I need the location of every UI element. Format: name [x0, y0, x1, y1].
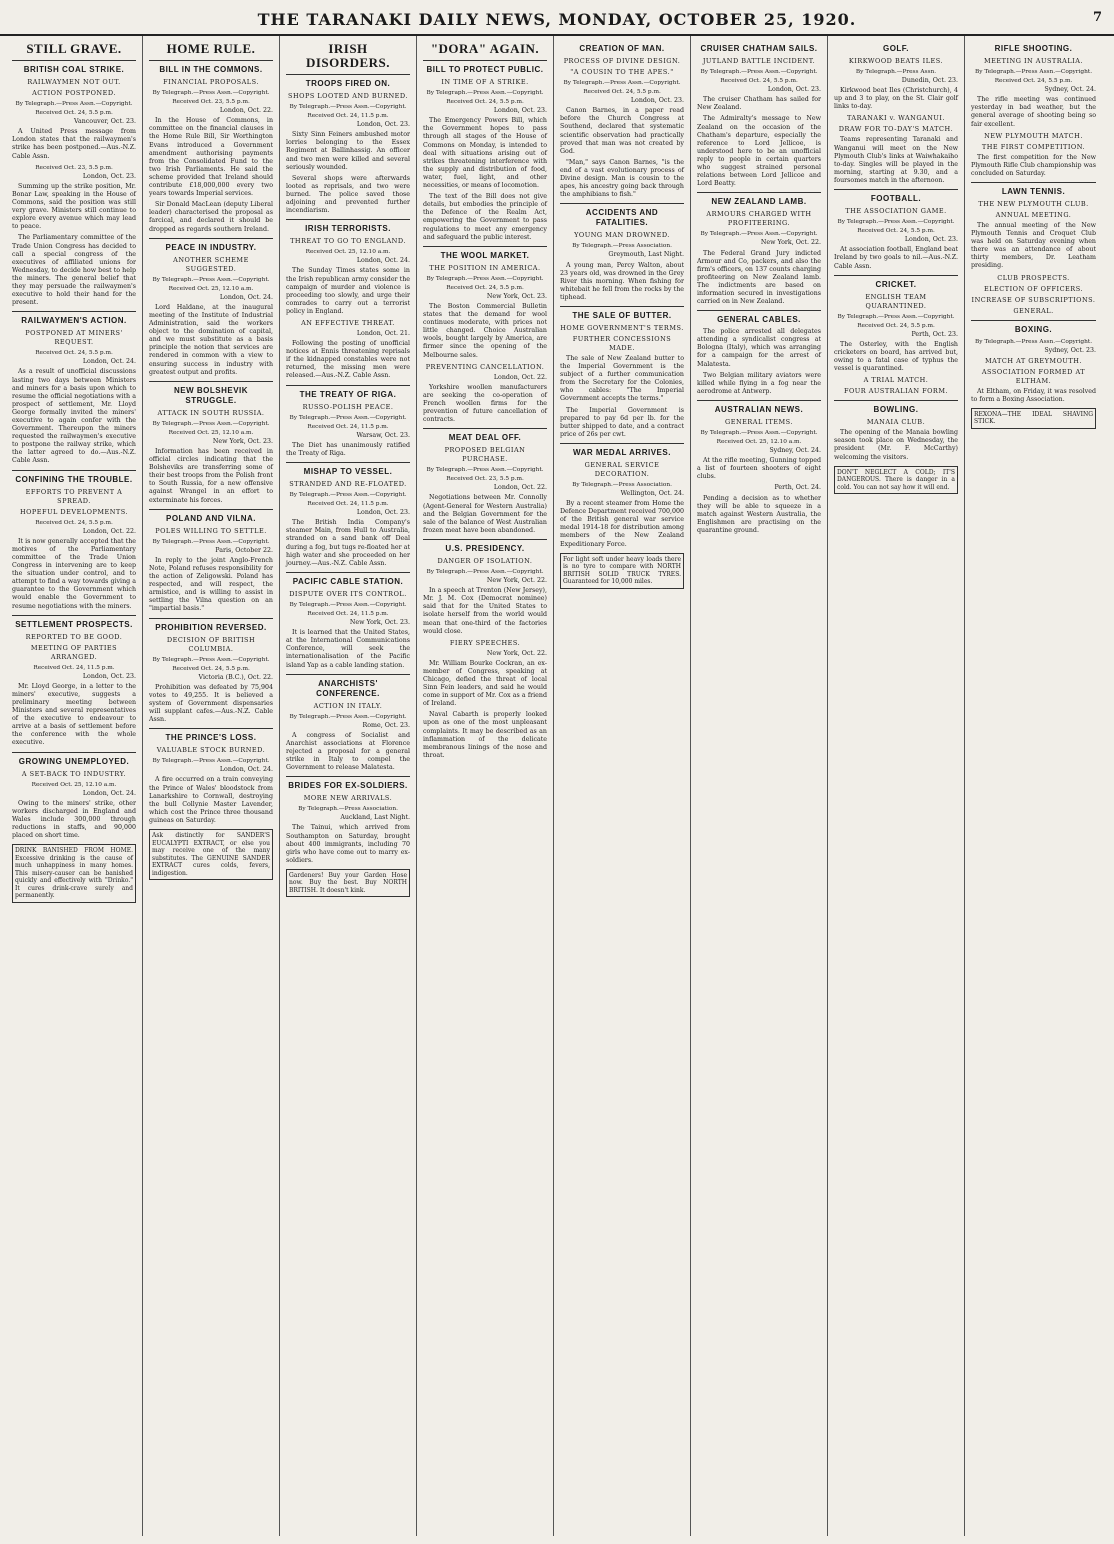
byline: Received Oct. 24, 5.5 p.m.: [857, 322, 935, 329]
subheading: POSTPONED AT MINERS' REQUEST.: [25, 329, 123, 347]
byline: Received Oct. 24, 5.5 p.m.: [994, 78, 1073, 85]
dateline: New York, Oct. 22.: [486, 649, 547, 657]
subheading: DANGER OF ISOLATION.: [437, 556, 533, 565]
byline: By Telegraph.—Press Assn.—Copyright.: [426, 90, 544, 96]
dateline: Rome, Oct. 23.: [362, 721, 410, 729]
dateline: London, Oct. 24.: [82, 358, 136, 366]
byline: By Telegraph.—Press Assn.—Copyright.: [152, 758, 270, 765]
dateline: New York, Oct. 22.: [760, 239, 821, 247]
subheading: GENERAL ITEMS.: [725, 417, 793, 426]
byline: By Telegraph.—Press Assn.—Copyright.: [700, 231, 818, 238]
subheading: IN TIME OF A STRIKE.: [441, 78, 529, 86]
subheading: NEW PLYMOUTH MATCH.: [984, 131, 1083, 140]
divider: [12, 311, 136, 312]
divider: [149, 381, 273, 382]
article-paragraph: Two Belgian military aviators were killed while flying in a fog near the aerodrome at Antwerp.: [697, 371, 821, 395]
subheading: REPORTED TO BE GOOD.: [25, 632, 123, 641]
dateline: Warsaw, Oct. 23.: [356, 431, 410, 439]
article-paragraph: At Eltham, on Friday, it was resolved to form a Boxing Association.: [971, 387, 1096, 403]
section-heading: TROOPS FIRED ON.: [305, 79, 391, 88]
divider: [286, 674, 410, 675]
subheading: MEETING OF PARTIES ARRANGED.: [30, 643, 118, 661]
dateline: London, Oct. 23.: [82, 672, 136, 680]
article-paragraph: The text of the Bill does not give details, but embodies the principle of the Defence of the Realm Act, empowering the Government to pass regulations to meet any emergency and safeguard the public interest.: [423, 193, 547, 241]
divider: [560, 203, 684, 204]
article-paragraph: A United Press message from London states that the railwaymen's strike has been postponed.—Aus.-N.Z. Cable Assn.: [12, 128, 136, 160]
byline: By Telegraph.—Press Association.: [298, 806, 398, 813]
subheading: EFFORTS TO PREVENT A SPREAD.: [25, 487, 123, 505]
byline: Received Oct. 24, 5.5 p.m.: [35, 519, 113, 526]
subheading: DISPUTE OVER ITS CONTROL.: [289, 589, 407, 598]
divider: [12, 615, 136, 616]
subheading: RUSSO-POLISH PEACE.: [302, 402, 394, 411]
column-headline: STILL GRAVE.: [26, 41, 122, 56]
article-paragraph: The Emergency Powers Bill, which the Government hopes to pass through all stages of the House of Commons on Monday, is intended to deal with situations arising out of strikes threatening interference with the supply and distribution of food, water, fuel, light, and other necessities, or means of locomotion.: [423, 117, 547, 190]
article-paragraph: A congress of Socialist and Anarchist associations at Florence rejected a proposal for a general strike in Italy to compel the Government to release Malatesta.: [286, 731, 410, 772]
dateline: London, Oct. 22.: [82, 527, 136, 535]
section-heading: SETTLEMENT PROSPECTS.: [15, 619, 133, 629]
subheading: THE ASSOCIATION GAME.: [845, 207, 947, 216]
byline: Received Oct. 25, 12.10 a.m.: [168, 285, 254, 292]
byline: Received Oct. 24, 5.5 p.m.: [857, 228, 935, 235]
article-paragraph: Following the posting of unofficial notices at Ennis threatening reprisals if the kidnapped constables were not returned, the missing men were released.—Aus.-N.Z. Cable Assn.: [286, 340, 410, 380]
subheading: MATCH AT GREYMOUTH.: [985, 356, 1082, 365]
subheading: VALUABLE STOCK BURNED.: [156, 746, 266, 755]
byline: Received Oct. 25, 12.10 a.m.: [168, 429, 254, 436]
article-paragraph: The sale of New Zealand butter to the Imperial Government is the subject of a further communication from the Secretary for the Colonies, who cables: "The Imperial Government accepts the terms.": [560, 354, 684, 403]
dateline: Victoria (B.C.), Oct. 22.: [198, 673, 273, 681]
column-5: [554, 36, 691, 1536]
dateline: London, Oct. 24.: [356, 257, 410, 265]
subheading: CLUB PROSPECTS.: [997, 273, 1070, 282]
subheading: ENGLISH TEAM QUARANTINED.: [865, 292, 927, 310]
divider: [834, 275, 958, 276]
article-paragraph: Mr. William Bourke Cockran, an ex-member of Congress, speaking at Chicago, defied the threat of local Sinn Fein leaders, and said he would come in support of Mr. Cox as a friend of Ireland.: [423, 659, 547, 708]
article-paragraph: The Osterley, with the English cricketers on board, has arrived but, owing to a fatal case of typhus the vessel is quarantined.: [834, 340, 958, 373]
subheading: KIRKWOOD BEATS ILES.: [848, 57, 944, 65]
column-1: [6, 36, 143, 1536]
section-heading: PACIFIC CABLE STATION.: [292, 576, 404, 586]
subheading: AN EFFECTIVE THREAT.: [301, 318, 395, 327]
byline: Received Oct. 25, 12.10 a.m.: [305, 249, 391, 256]
dateline: London, Oct. 22.: [493, 484, 547, 492]
column-headline: HOME RULE.: [166, 41, 256, 56]
dateline: London, Oct. 23.: [356, 509, 410, 517]
dateline: London, Oct. 23.: [904, 236, 958, 244]
section-heading: GOLF.: [882, 44, 910, 53]
divider: [149, 618, 273, 619]
divider: [423, 246, 547, 247]
section-heading: MEAT DEAL OFF.: [448, 433, 522, 443]
subheading: PROCESS OF DIVINE DESIGN.: [563, 57, 681, 65]
column-2: [143, 36, 280, 1536]
byline: By Telegraph.—Press Assn.—Copyright.: [152, 276, 270, 283]
article-paragraph: Pending a decision as to whether they will be able to squeeze in a match against Western Australia, the Englishmen are practising on the quarantine ground.: [697, 494, 821, 534]
byline: Received Oct. 24, 5.5 p.m.: [583, 89, 661, 96]
article-paragraph: The Diet has unanimously ratified the Treaty of Riga.: [286, 441, 410, 457]
section-heading: THE TREATY OF RIGA.: [299, 389, 397, 399]
dateline: London, Oct. 22.: [219, 107, 273, 115]
column-3: [280, 36, 417, 1536]
article-paragraph: The British India Company's steamer Main, from Hull to Australia, stranded on a sand bank off Deal during a fog, but tugs re-floated her at high water and she proceeded on her journey.—Aus.-N.Z. Cable Assn.: [286, 519, 410, 567]
column-headline: IRISH DISORDERS.: [305, 41, 391, 70]
subheading: ELECTION OF OFFICERS.: [984, 284, 1083, 293]
byline: By Telegraph.—Press Assn.—Copyright.: [974, 69, 1093, 75]
divider: [423, 539, 547, 540]
byline: By Telegraph.—Press Assn.: [855, 69, 937, 75]
divider: [423, 60, 547, 61]
divider: [423, 428, 547, 429]
subheading: ANOTHER SCHEME SUGGESTED.: [173, 255, 249, 273]
section-heading: GENERAL CABLES.: [717, 315, 801, 325]
dateline: London, Oct. 23.: [767, 86, 821, 94]
section-heading: PROHIBITION REVERSED.: [155, 622, 267, 632]
dateline: London, Oct. 23.: [493, 107, 547, 115]
byline: Received Oct. 24, 5.5 p.m.: [446, 284, 524, 291]
advertisement: DON'T NEGLECT A COLD; IT'S DANGEROUS. There is danger in a cold. You can not say how it will end.: [834, 466, 958, 495]
dateline: Auckland, Last Night.: [340, 814, 410, 822]
dateline: New York, Oct. 22.: [486, 577, 547, 585]
column-headline: "DORA" AGAIN.: [430, 41, 540, 56]
divider: [286, 572, 410, 573]
byline: Received Oct. 24, 11.5 p.m.: [307, 610, 389, 617]
subheading: FINANCIAL PROPOSALS.: [163, 78, 259, 86]
columns-container: [6, 36, 1108, 1536]
advertisement: REXONA—THE IDEAL SHAVING STICK.: [971, 408, 1096, 429]
dateline: Sydney, Oct. 24.: [769, 447, 821, 455]
section-heading: WAR MEDAL ARRIVES.: [573, 447, 671, 457]
subheading: FURTHER CONCESSIONS MADE.: [572, 334, 672, 352]
subheading: YOUNG MAN DROWNED.: [574, 231, 670, 240]
article-paragraph: It is now generally accepted that the motives of the Parliamentary committee of the Trade Union Congress in intervening are to keep the situation under control, and to attempt to find a way towards giving a guarantee to the Government which would enable the Government to resume negotiations with the miners.: [12, 537, 136, 610]
byline: By Telegraph.—Press Assn.—Copyright.: [563, 80, 681, 86]
byline: Received Oct. 25, 12.10 a.m.: [31, 781, 117, 788]
byline: By Telegraph.—Press Assn.—Copyright.: [15, 101, 133, 107]
article-paragraph: The Imperial Government is prepared to pay 6d per lb. for the butter shipped to date, and a contract price of 26s per cwt.: [560, 406, 684, 438]
subheading: FIERY SPEECHES.: [449, 638, 521, 647]
subheading: THE NEW PLYMOUTH CLUB.: [978, 199, 1089, 208]
dateline: Perth, Oct. 23.: [911, 330, 958, 338]
byline: Received Oct. 24, 5.5 p.m.: [35, 110, 113, 117]
column-6: [691, 36, 828, 1536]
dateline: Sydney, Oct. 23.: [1044, 346, 1096, 354]
section-heading: CONFINING THE TROUBLE.: [15, 474, 133, 484]
byline: Received Oct. 24, 5.5 p.m.: [35, 350, 113, 357]
article-paragraph: "Man," says Canon Barnes, "is the end of a vast evolutionary process of Divine design. Man is cousin to the apes, his ancestry going back through the amphibians to fish.": [560, 158, 684, 199]
byline: By Telegraph.—Press Assn.—Copyright.: [152, 90, 270, 96]
divider: [560, 443, 684, 444]
dateline: Perth, Oct. 24.: [774, 484, 821, 492]
byline: By Telegraph.—Press Association.: [572, 243, 672, 250]
subheading: HOME GOVERNMENT'S TERMS.: [560, 323, 684, 332]
section-heading: LAWN TENNIS.: [1001, 186, 1066, 196]
section-heading: CRICKET.: [875, 279, 917, 289]
article-paragraph: Teams representing Taranaki and Wanganui will meet on the New Plymouth Club's links at Waiwhakaiho to-day. Singles will be played in the morning, starting at 9.30, and a foursomes match in the afternoon.: [834, 136, 958, 184]
byline: By Telegraph.—Press Assn.—Copyright.: [289, 104, 407, 110]
article-paragraph: The Federal Grand Jury indicted Armour and Co, packers, and also the firm's officers, on 137 counts charging profiteering on New Zealand lamb. The indictments are based on information secured in investigations carried on in New Zealand.: [697, 249, 821, 306]
column-7: [828, 36, 965, 1536]
divider: [149, 728, 273, 729]
article-paragraph: By a recent steamer from Home the Defence Department received 700,000 of the British general war service medal 1914-18 for distribution among members of the New Zealand Expeditionary Force.: [560, 500, 684, 548]
dateline: London, Oct. 24.: [219, 293, 273, 301]
divider: [286, 74, 410, 75]
article-paragraph: The Sunday Times states some in the Irish republican army consider the campaign of murder and violence is proceeding too slowly, and urge their comrades to carry out a terrorist policy in England.: [286, 267, 410, 315]
byline: By Telegraph.—Press Assn.—Copyright.: [837, 313, 955, 320]
dateline: New York, Oct. 23.: [349, 619, 410, 627]
page-number: 7: [1092, 10, 1102, 25]
article-paragraph: Several shops were afterwards looted as reprisals, and two were burned. The police saved those adjoining and prevented further incendiarism.: [286, 174, 410, 215]
section-heading: U.S. PRESIDENCY.: [445, 543, 525, 553]
byline: By Telegraph.—Press Assn.—Copyright.: [700, 429, 818, 436]
section-heading: BRITISH COAL STRIKE.: [23, 65, 125, 74]
subheading: MORE NEW ARRIVALS.: [303, 794, 393, 803]
byline: Received Oct. 24, 5.5 p.m.: [172, 665, 250, 672]
subheading: DECISION OF BRITISH COLUMBIA.: [166, 635, 256, 653]
byline: By Telegraph.—Press Assn.—Copyright.: [700, 69, 818, 75]
article-paragraph: The cruiser Chatham has sailed for New Zealand.: [697, 96, 821, 112]
section-heading: NEW ZEALAND LAMB.: [711, 197, 807, 207]
byline: Received Oct. 24, 11.5 p.m.: [307, 113, 389, 120]
subheading: RAILWAYMEN NOT OUT.: [27, 78, 121, 86]
article-paragraph: Mr. Lloyd George, in a letter to the miners' executive, suggests a preliminary meeting between Ministers and several representatives of the executive to endeavour to arrive at a basis of settlement before the conference with the whole executive.: [12, 682, 136, 747]
article-paragraph: The Admiralty's message to New Zealand on the occasion of the Chatham's departure, especially the reference to Lord Jellicoe, is understood here to be an unofficial reply to people in certain quarters who suggest strained personal relations between Lord Jellicoe and Lord Beatty.: [697, 115, 821, 188]
byline: By Telegraph.—Press Assn.—Copyright.: [289, 713, 407, 720]
byline: By Telegraph.—Press Assn.—Copyright.: [289, 492, 407, 498]
divider: [149, 60, 273, 61]
article-paragraph: The police arrested all delegates attending a syndicalist congress at Bologna (Italy), which was arranging for a campaign for the arrest of Malatesta.: [697, 328, 821, 368]
subheading: JUTLAND BATTLE INCIDENT.: [702, 57, 816, 65]
dateline: London, Oct. 23.: [82, 172, 136, 180]
article-paragraph: At the rifle meeting, Gunning topped a list of fourteen shooters of eight clubs.: [697, 457, 821, 481]
section-heading: CRUISER CHATHAM SAILS.: [700, 44, 818, 53]
subheading: A SET-BACK TO INDUSTRY.: [21, 769, 127, 778]
article-paragraph: The Parliamentary committee of the Trade Union Congress has decided to call a special congress of the executives of affiliated unions for Wednesday, to decide how best to help the miners. The general belief that they may persuade the railwaymen's executive to hold their hand for the present.: [12, 234, 136, 307]
divider: [560, 306, 684, 307]
column-8: [965, 36, 1102, 1536]
divider: [12, 752, 136, 753]
subheading: GENERAL.: [1013, 306, 1054, 315]
article-paragraph: Owing to the miners' strike, other workers discharged in England and Wales include 300,000 through reductions in staffs, and 90,000 placed on short time.: [12, 799, 136, 840]
byline: Received Oct. 23, 5.5 p.m.: [172, 99, 250, 106]
divider: [286, 462, 410, 463]
divider: [286, 385, 410, 386]
article-paragraph: Sir Donald MacLean (deputy Liberal leader) characterised the proposal as farcical, and declared it should be dropped as regards southern Ireland.: [149, 201, 273, 233]
byline: By Telegraph.—Press Assn.—Copyright.: [426, 568, 544, 575]
article-paragraph: In the House of Commons, in committee on the financial clauses in the Home Rule Bill, Sir Worthington Evans introduced a Government amendment authorising payments from the Consolidated Fund to the two Irish Parliaments. He said the scheme provided that Ireland should contribute £18,000,000 every two years towards Imperial services.: [149, 117, 273, 198]
divider: [286, 219, 410, 220]
subheading: ASSOCIATION FORMED AT ELTHAM.: [981, 367, 1086, 385]
byline: Received Oct. 23, 5.5 p.m.: [35, 164, 113, 171]
article-paragraph: A fire occurred on a train conveying the Prince of Wales' bloodstock from Lanarkshire to Cornwall, destroying the bull Collynie Master Lavender, which cost the Prince three thousand guineas on Saturday.: [149, 776, 273, 824]
dateline: London, Oct. 24.: [219, 766, 273, 774]
subheading: FOUR AUSTRALIAN FORM.: [843, 387, 949, 396]
divider: [286, 776, 410, 777]
article-paragraph: The Tainui, which arrived from Southampton on Saturday, brought about 400 immigrants, including 70 girls who have come out to marry ex-soldiers.: [286, 824, 410, 864]
subheading: "A COUSIN TO THE APES.": [570, 68, 674, 76]
byline: By Telegraph.—Press Assn.—Copyright.: [289, 414, 407, 421]
byline: Received Oct. 23, 5.5 p.m.: [446, 476, 524, 483]
section-heading: AUSTRALIAN NEWS.: [714, 404, 804, 414]
advertisement: Ask distinctly for SANDER'S EUCALYPTI EXTRACT, or else you may receive one of the many substitutes. The GENUINE SANDER EXTRACT cures colds, fevers, indigestion.: [149, 829, 273, 880]
subheading: ACTION POSTPONED.: [32, 89, 116, 97]
section-heading: PEACE IN INDUSTRY.: [165, 242, 257, 252]
subheading: ACTION IN ITALY.: [313, 701, 383, 710]
article-paragraph: The rifle meeting was continued yesterday in bad weather, but the general average of shooting being so fair excellent.: [971, 96, 1096, 128]
article-paragraph: Sixty Sinn Feiners ambushed motor lorries belonging to the Essex Regiment at Ballinhassig. An officer and two men were killed and several seriously wounded.: [286, 131, 410, 171]
dateline: Paris, October 22.: [215, 546, 273, 554]
article-paragraph: In reply to the joint Anglo-French Note, Poland refuses responsibility for the action of Zeligowski. Poland has respected, and will respect, the armistice, and is willing to assist in settling the Vilna question on an "impartial basis.": [149, 556, 273, 613]
section-heading: BOXING.: [1014, 324, 1053, 334]
byline: Received Oct. 24, 11.5 p.m.: [307, 501, 389, 508]
section-heading: ANARCHISTS' CONFERENCE.: [316, 678, 380, 698]
subheading: SHOPS LOOTED AND BURNED.: [288, 92, 408, 100]
section-heading: GROWING UNEMPLOYED.: [18, 756, 130, 766]
subheading: STRANDED AND RE-FLOATED.: [289, 480, 407, 488]
byline: By Telegraph.—Press Assn.—Copyright.: [152, 420, 270, 427]
section-heading: FOOTBALL.: [870, 194, 922, 204]
article-paragraph: As a result of unofficial discussions lasting two days between Ministers and miners for a basis upon which to resume the official negotiations with a prospect of settlement, Mr. Lloyd George formally invited the miners' executive to again confer with the Government. Thereupon the miners requested the railwaymen's executive to postpone the railway strike, which the latter agreed to do.—Aus.-N.Z. Cable Assn.: [12, 368, 136, 465]
column-4: [417, 36, 554, 1536]
byline: By Telegraph.—Press Assn.—Copyright.: [289, 601, 407, 608]
dateline: Vancouver, Oct. 23.: [74, 118, 136, 126]
subheading: INCREASE OF SUBSCRIPTIONS.: [971, 295, 1096, 304]
subheading: A TRIAL MATCH.: [863, 376, 929, 385]
subheading: MEETING IN AUSTRALIA.: [983, 57, 1083, 65]
subheading: PREVENTING CANCELLATION.: [425, 362, 545, 371]
article-paragraph: The annual meeting of the New Plymouth Tennis and Croquet Club was held on Saturday evening when there was an attendance of about thirty members, Dr. Leatham presiding.: [971, 221, 1096, 270]
advertisement: For light soft under heavy loads there is no tyre to compare with NORTH BRITISH SOLID TRUCK TYRES. Guaranteed for 10,000 miles.: [560, 553, 684, 589]
divider: [12, 60, 136, 61]
subheading: ATTACK IN SOUTH RUSSIA.: [157, 408, 265, 417]
article-paragraph: Summing up the strike position, Mr. Bonar Law, speaking in the House of Commons, said the position was still very grave. Ministers still continue to explore every avenue which may lead to peace.: [12, 182, 136, 231]
byline: Received Oct. 24, 5.5 p.m.: [446, 99, 524, 106]
article-paragraph: A young man, Percy Walton, about 23 years old, was drowned in the Grey River this morning. When fishing for whitebait he fell from the rocks by the tiphead.: [560, 261, 684, 301]
article-paragraph: Naval Cabarth is properly looked upon as one of the most unpleasant complaints. It may be described as an inflammation of the delicate membranous linings of the nose and throat.: [423, 711, 547, 759]
subheading: ANNUAL MEETING.: [995, 210, 1072, 219]
section-heading: ACCIDENTS AND FATALITIES.: [585, 208, 659, 228]
advertisement: DRINK BANISHED FROM HOME. Excessive drinking is the cause of much unhappiness in many homes. This misery-causer can be banished quickly and effectively with "Drinko." It cures drink-crave surely and permanently.: [12, 844, 136, 903]
section-heading: BILL TO PROTECT PUBLIC.: [426, 65, 544, 74]
section-heading: NEW BOLSHEVIK STRUGGLE.: [173, 385, 249, 405]
divider: [149, 238, 273, 239]
byline: Received Oct. 24, 5.5 p.m.: [720, 78, 798, 85]
subheading: PROPOSED BELGIAN PURCHASE.: [444, 446, 526, 464]
section-heading: BOWLING.: [873, 405, 919, 415]
dateline: London, Oct. 21.: [356, 329, 410, 337]
divider: [149, 509, 273, 510]
section-heading: RIFLE SHOOTING.: [994, 44, 1073, 53]
section-heading: THE PRINCE'S LOSS.: [165, 733, 257, 743]
subheading: TARANAKI v. WANGANUI.: [846, 114, 946, 123]
divider: [834, 189, 958, 190]
subheading: MANAIA CLUB.: [866, 418, 926, 427]
article-paragraph: The opening of the Manaia bowling season took place on Wednesday, the president (Mr. F. McCarthy) welcoming the visitors.: [834, 429, 958, 461]
divider: [697, 192, 821, 193]
dateline: London, Oct. 23.: [356, 121, 410, 129]
divider: [697, 400, 821, 401]
byline: Received Oct. 24, 11.5 p.m.: [33, 664, 115, 671]
section-heading: MISHAP TO VESSEL.: [303, 467, 393, 476]
subheading: THE FIRST COMPETITION.: [981, 142, 1086, 151]
divider: [834, 400, 958, 401]
byline: Received Oct. 25, 12.10 a.m.: [716, 439, 802, 445]
divider: [12, 470, 136, 471]
section-heading: THE WOOL MARKET.: [440, 250, 530, 260]
article-paragraph: Lord Haldane, at the inaugural meeting of the Institute of Industrial Administration, said the workers object to the domination of capital, and we must substitute as a basis principle the notion that services are rendered in common with a view to ensuring success in industry with greatest output and profits.: [149, 303, 273, 376]
dateline: Dunedin, Oct. 23.: [901, 77, 958, 85]
section-heading: IRISH TERRORISTS.: [305, 224, 391, 234]
byline: By Telegraph.—Press Assn.—Copyright.: [837, 219, 955, 226]
subheading: POLES WILLING TO SETTLE.: [155, 526, 267, 535]
byline: By Telegraph.—Press Assn.—Copyright.: [426, 275, 544, 282]
subheading: GENERAL SERVICE DECORATION.: [584, 460, 660, 478]
section-heading: THE SALE OF BUTTER.: [572, 310, 672, 320]
masthead-title: THE TARANAKI DAILY NEWS, MONDAY, OCTOBER 25, 1920.: [257, 10, 857, 29]
article-paragraph: Yorkshire woollen manufacturers are seeking the co-operation of French woollen firms for the prevention of future cancellation of contracts.: [423, 383, 547, 424]
section-heading: BILL IN THE COMMONS.: [159, 65, 263, 74]
article-paragraph: Canon Barnes, in a paper read before the Church Congress at Southend, declared that systematic scientific observation had practically proved that man was not created by God.: [560, 107, 684, 155]
section-heading: RAILWAYMEN'S ACTION.: [21, 316, 127, 326]
subheading: THE POSITION IN AMERICA.: [429, 263, 541, 272]
dateline: Greymouth, Last Night.: [608, 251, 684, 259]
subheading: ARMOURS CHARGED WITH PROFITEERING.: [706, 210, 812, 228]
byline: By Telegraph.—Press Assn.—Copyright.: [152, 538, 270, 545]
subheading: DRAW FOR TO-DAY'S MATCH.: [838, 125, 954, 134]
masthead: [0, 0, 1114, 36]
article-paragraph: It is learned that the United States, at the International Communications Conference, will seek the internationalisation of the Pacific island Yap as a cable landing station.: [286, 629, 410, 669]
divider: [971, 320, 1096, 321]
article-paragraph: Prohibition was defeated by 75,904 votes to 49,255. It is believed a system of Government dispensaries will supplant cafes.—Aus.-N.Z. Cable Assn.: [149, 683, 273, 724]
advertisement: Gardeners! Buy your Garden Hose now. Buy the best. Buy NORTH BRITISH. It doesn't kink.: [286, 869, 410, 898]
byline: By Telegraph.—Press Assn.—Copyright.: [974, 338, 1093, 345]
dateline: New York, Oct. 23.: [212, 437, 273, 445]
article-paragraph: The first competition for the New Plymouth Rifle Club championship was concluded on Saturday.: [971, 153, 1096, 177]
byline: By Telegraph.—Press Assn.—Copyright.: [152, 656, 270, 663]
section-heading: BRIDES FOR EX-SOLDIERS.: [288, 781, 408, 791]
byline: Received Oct. 24, 11.5 p.m.: [307, 423, 389, 430]
byline: By Telegraph.—Press Association.: [572, 481, 672, 488]
byline: By Telegraph.—Press Assn.—Copyright.: [426, 467, 544, 474]
article-paragraph: Negotiations between Mr. Connolly (Agent-General for Western Australia) and the Belgian Government for the sale of the balance of West Australian frozen meat have been abandoned.: [423, 494, 547, 534]
dateline: London, Oct. 24.: [82, 789, 136, 797]
dateline: New York, Oct. 23.: [486, 292, 547, 300]
dateline: Wellington, Oct. 24.: [620, 490, 684, 497]
section-heading: CREATION OF MAN.: [579, 44, 665, 53]
divider: [971, 182, 1096, 183]
article-paragraph: The Boston Commercial Bulletin states that the demand for wool continues moderate, with prices not little changed. Choice Australian wools, bought largely by America, are firmer since the opening of the Melbourne sales.: [423, 302, 547, 359]
article-paragraph: In a speech at Trenton (New Jersey), Mr. J. M. Cox (Democrat nominee) said that for the United States to isolate herself from the world would mean that one-third of the factories would close.: [423, 587, 547, 635]
dateline: London, Oct. 23.: [630, 97, 684, 105]
dateline: London, Oct. 22.: [493, 373, 547, 381]
divider: [697, 310, 821, 311]
article-paragraph: Kirkwood beat Iles (Christchurch), 4 up and 3 to play, on the St. Clair golf links to-day.: [834, 87, 958, 111]
subheading: THREAT TO GO TO ENGLAND.: [290, 237, 406, 246]
article-paragraph: Information has been received in official circles indicating that the Bolsheviks are transferring some of their best troops from the Polish front to South Russia, for a new offensive against Wrangel in an effort to exterminate his forces.: [149, 448, 273, 504]
article-paragraph: At association football, England beat Ireland by two goals to nil.—Aus.-N.Z. Cable Assn.: [834, 246, 958, 270]
subheading: HOPEFUL DEVELOPMENTS.: [19, 507, 129, 516]
dateline: Sydney, Oct. 24.: [1044, 86, 1096, 94]
section-heading: POLAND AND VILNA.: [166, 513, 256, 523]
